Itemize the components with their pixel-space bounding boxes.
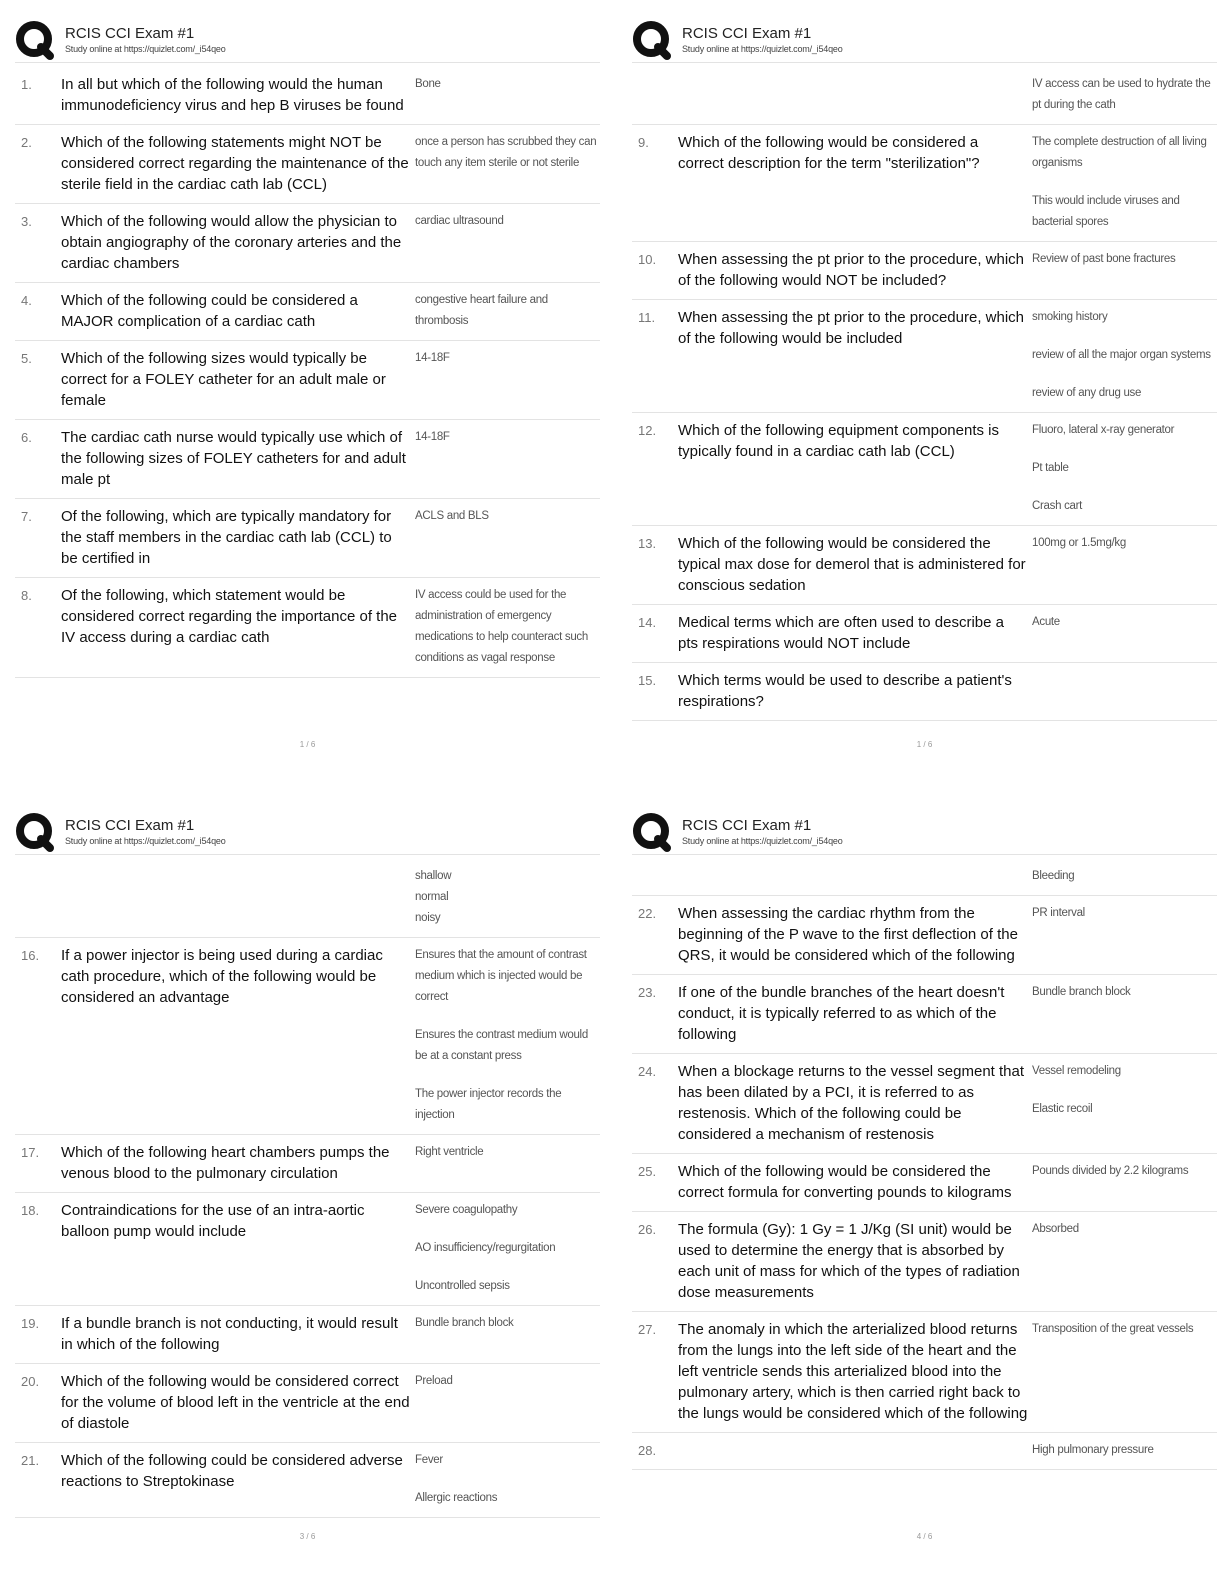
answer-text: Pounds divided by 2.2 kilograms: [1032, 1165, 1189, 1177]
answer-text: Crash cart: [1032, 500, 1083, 512]
flashcard-row: [15, 125, 600, 204]
flashcard-row: [15, 499, 600, 578]
card-number: 20.: [21, 1374, 40, 1389]
answer-text: Uncontrolled sepsis: [415, 1280, 510, 1292]
page-number: 3 / 6: [299, 1532, 316, 1541]
doc-title: RCIS CCI Exam #1: [682, 25, 812, 42]
header-text: [65, 25, 226, 55]
header-text: [65, 817, 226, 847]
question-text: When assessing the pt prior to the procedure, which of the following would NOT be included?: [678, 251, 1025, 289]
question-text: If a bundle branch is not conducting, it would result in which of the following: [61, 1315, 398, 1353]
answer-column: [415, 585, 600, 669]
quizlet-logo-icon: [632, 20, 672, 60]
study-link[interactable]: Study online at https://quizlet.com/_i54qeo: [65, 44, 226, 54]
page-header: [15, 810, 600, 855]
question-text: [678, 74, 1032, 116]
flashcard-row: [632, 1433, 1217, 1470]
question-text: Of the following, which are typically mandatory for the staff members in the cardiac cath lab (CCL) to be certified in: [61, 508, 392, 567]
answer-text: review of all the major organ systems: [1032, 349, 1211, 361]
answer-column: [415, 1200, 600, 1297]
card-number: 11.: [638, 310, 656, 325]
question-text: Medical terms which are often used to describe a pts respirations would NOT include: [678, 614, 1004, 652]
answer-column: [415, 506, 600, 569]
answer-column: [1032, 866, 1217, 887]
question-text: Which of the following equipment components is typically found in a cardiac cath lab (CCL): [678, 422, 1000, 460]
card-number: 10.: [638, 252, 657, 267]
page-number: 4 / 6: [916, 1532, 933, 1541]
answer-text: 14-18F: [415, 431, 450, 443]
doc-title: RCIS CCI Exam #1: [65, 25, 195, 42]
answer-text: Ensures the contrast medium would be at a constant press: [415, 1029, 588, 1062]
question-text: [61, 866, 415, 929]
answer-text: Bone: [415, 78, 441, 90]
doc-title: RCIS CCI Exam #1: [65, 817, 195, 834]
card-number: 2.: [21, 135, 32, 150]
quizlet-logo-icon: [15, 812, 55, 852]
card-number: 23.: [638, 985, 657, 1000]
card-number: [632, 74, 678, 116]
answer-text: noisy: [415, 912, 441, 924]
page-header: [632, 18, 1217, 63]
flashcard-row: [15, 938, 600, 1135]
flashcard-row: [15, 578, 600, 678]
answer-column: [1032, 1161, 1217, 1203]
flashcard-row: [15, 283, 600, 341]
answer-column: [1032, 249, 1217, 291]
answer-column: [1032, 533, 1217, 596]
answer-text: normal: [415, 891, 449, 903]
answer-column: [1032, 982, 1217, 1045]
flashcard-row: [632, 605, 1217, 663]
answer-column: [415, 866, 600, 929]
answer-column: [415, 945, 600, 1126]
question-text: Which of the following would be considered the typical max dose for demerol that is administered for conscious sedation: [678, 535, 1026, 594]
card-number: 22.: [638, 906, 657, 921]
answer-text: IV access can be used to hydrate the pt during the cath: [1032, 78, 1211, 111]
answer-text: Allergic reactions: [415, 1492, 498, 1504]
answer-text: congestive heart failure and thrombosis: [415, 294, 548, 327]
study-link[interactable]: Study online at https://quizlet.com/_i54qeo: [682, 836, 843, 846]
flashcard-row: [632, 125, 1217, 242]
answer-text: Right ventricle: [415, 1146, 484, 1158]
answer-text: 100mg or 1.5mg/kg: [1032, 537, 1126, 549]
page-number: 1 / 6: [916, 740, 933, 749]
flashcard-row: [632, 242, 1217, 300]
flashcard-row: [632, 896, 1217, 975]
answer-text: once a person has scrubbed they can touch any item sterile or not sterile: [415, 136, 597, 169]
question-text: The cardiac cath nurse would typically use which of the following sizes of FOLEY catheters for and adult male pt: [61, 429, 406, 488]
answer-text: smoking history: [1032, 311, 1108, 323]
answer-text: Bundle branch block: [415, 1317, 514, 1329]
card-number: 19.: [21, 1316, 40, 1331]
flashcard-row: [15, 1306, 600, 1364]
answer-text: Pt table: [1032, 462, 1069, 474]
answer-text: Transposition of the great vessels: [1032, 1323, 1194, 1335]
answer-text: Fluoro, lateral x-ray generator: [1032, 424, 1175, 436]
answer-column: [1032, 307, 1217, 404]
flashcard-row: [632, 413, 1217, 526]
flashcard-row: [632, 526, 1217, 605]
question-text: When assessing the pt prior to the procedure, which of the following would be included: [678, 309, 1025, 347]
flashcard-row: [632, 300, 1217, 413]
card-number: 27.: [638, 1322, 657, 1337]
answer-column: [1032, 612, 1217, 654]
question-text: Which of the following sizes would typically be correct for a FOLEY catheter for an adult male or female: [61, 350, 386, 409]
flashcard-row: [632, 1312, 1217, 1433]
question-text: The anomaly in which the arterialized blood returns from the lungs into the left side of the heart and the left ventricle sends this arterialized blood into the pulmonary artery, which is then carried right back to the lungs would be considered which of the following: [678, 1321, 1028, 1422]
flashcard-row: [15, 204, 600, 283]
answer-column: [1032, 1061, 1217, 1145]
card-number: 28.: [638, 1443, 657, 1458]
answer-text: Severe coagulopathy: [415, 1204, 518, 1216]
answer-column: [1032, 74, 1217, 116]
doc-title: RCIS CCI Exam #1: [682, 817, 812, 834]
answer-column: [415, 74, 600, 116]
question-text: Which of the following statements might NOT be considered correct regarding the maintenance of the sterile field in the cardiac cath lab (CCL): [61, 134, 409, 193]
document-page: [15, 810, 600, 1541]
question-text: When a blockage returns to the vessel segment that has been dilated by a PCI, it is referred to as restenosis. Which of the following could be considered a mechanism of restenosis: [678, 1063, 1025, 1143]
answer-column: [1032, 1440, 1217, 1461]
question-text: Which of the following would be considered the correct formula for converting pounds to kilograms: [678, 1163, 1012, 1201]
quizlet-logo-icon: [632, 812, 672, 852]
card-number: 17.: [21, 1145, 40, 1160]
answer-column: [1032, 420, 1217, 517]
document-page: [15, 18, 600, 749]
flashcard-row: [632, 1212, 1217, 1312]
answer-text: The power injector records the injection: [415, 1088, 562, 1121]
flashcard-row: [15, 1193, 600, 1306]
flashcard-row: [632, 1154, 1217, 1212]
answer-text: Review of past bone fractures: [1032, 253, 1176, 265]
answer-text: AO insufficiency/regurgitation: [415, 1242, 556, 1254]
answer-column: [1032, 903, 1217, 966]
answer-text: Preload: [415, 1375, 453, 1387]
card-number: 26.: [638, 1222, 657, 1237]
question-text: In all but which of the following would the human immunodeficiency virus and hep B viruses be found: [61, 76, 404, 114]
question-text: [678, 1440, 1032, 1461]
question-text: Which of the following heart chambers pumps the venous blood to the pulmonary circulation: [61, 1144, 390, 1182]
answer-column: [415, 1142, 600, 1184]
answer-text: Elastic recoil: [1032, 1103, 1093, 1115]
answer-text: 14-18F: [415, 352, 450, 364]
answer-column: [415, 290, 600, 332]
page-header: [632, 810, 1217, 855]
answer-text: High pulmonary pressure: [1032, 1444, 1154, 1456]
answer-text: IV access could be used for the administration of emergency medications to help counteract such conditions as vagal response: [415, 589, 588, 664]
question-text: Which of the following would be considered a correct description for the term "sterilization"?: [678, 134, 980, 172]
flashcard-row: [15, 1135, 600, 1193]
flashcard-row: [15, 67, 600, 125]
flashcard-row: [632, 859, 1217, 896]
page-header: [15, 18, 600, 63]
quizlet-logo-icon: [15, 20, 55, 60]
answer-text: Fever: [415, 1454, 443, 1466]
card-number: 3.: [21, 214, 32, 229]
flashcard-row: [15, 341, 600, 420]
answer-text: Acute: [1032, 616, 1060, 628]
question-text: Which terms would be used to describe a patient's respirations?: [678, 672, 1012, 710]
card-number: 1.: [21, 77, 32, 92]
card-number: 9.: [638, 135, 649, 150]
flashcard-row: [15, 859, 600, 938]
card-number: 15.: [638, 673, 657, 688]
answer-column: [415, 1450, 600, 1509]
flashcard-row: [15, 420, 600, 499]
flashcard-row: [15, 1443, 600, 1518]
header-text: [682, 25, 843, 55]
study-link[interactable]: Study online at https://quizlet.com/_i54qeo: [65, 836, 226, 846]
flashcard-row: [15, 1364, 600, 1443]
answer-column: [1032, 1219, 1217, 1303]
answer-text: Vessel remodeling: [1032, 1065, 1121, 1077]
card-number: 6.: [21, 430, 32, 445]
card-number: 24.: [638, 1064, 657, 1079]
flashcard-row: [632, 975, 1217, 1054]
study-link[interactable]: Study online at https://quizlet.com/_i54qeo: [682, 44, 843, 54]
question-text: Which of the following would allow the physician to obtain angiography of the coronary arteries and the cardiac chambers: [61, 213, 402, 272]
card-number: [632, 866, 678, 887]
answer-text: Ensures that the amount of contrast medium which is injected would be correct: [415, 949, 587, 1003]
answer-text: Bleeding: [1032, 870, 1075, 882]
question-text: Which of the following could be considered adverse reactions to Streptokinase: [61, 1452, 403, 1490]
answer-column: [1032, 670, 1217, 712]
flashcard-row: [632, 1054, 1217, 1154]
question-text: Which of the following could be considered a MAJOR complication of a cardiac cath: [61, 292, 358, 330]
answer-column: [415, 211, 600, 274]
card-number: 13.: [638, 536, 657, 551]
flashcard-row: [632, 67, 1217, 125]
answer-column: [415, 427, 600, 490]
answer-text: Absorbed: [1032, 1223, 1079, 1235]
answer-text: This would include viruses and bacterial spores: [1032, 195, 1180, 228]
header-text: [682, 817, 843, 847]
card-number: 16.: [21, 948, 40, 963]
card-number: [15, 866, 61, 929]
page-number: 1 / 6: [299, 740, 316, 749]
card-number: 5.: [21, 351, 32, 366]
question-text: The formula (Gy): 1 Gy = 1 J/Kg (SI unit) would be used to determine the energy that is absorbed by each unit of mass for which of the types of radiation dose measurements: [678, 1221, 1020, 1301]
answer-text: cardiac ultrasound: [415, 215, 504, 227]
answer-column: [1032, 132, 1217, 233]
question-text: If a power injector is being used during a cardiac cath procedure, which of the following would be considered an advantage: [61, 947, 383, 1006]
card-number: 21.: [21, 1453, 40, 1468]
question-text: Of the following, which statement would be considered correct regarding the importance of the IV access during a cardiac cath: [61, 587, 398, 646]
answer-text: ACLS and BLS: [415, 510, 489, 522]
answer-column: [1032, 1319, 1217, 1424]
question-text: Which of the following would be considered correct for the volume of blood left in the ventricle at the end of diastole: [61, 1373, 410, 1432]
answer-column: [415, 132, 600, 195]
question-text: [678, 866, 1032, 887]
card-number: 18.: [21, 1203, 40, 1218]
card-number: 8.: [21, 588, 32, 603]
answer-column: [415, 1313, 600, 1355]
card-number: 25.: [638, 1164, 657, 1179]
answer-column: [415, 348, 600, 411]
card-number: 7.: [21, 509, 32, 524]
document-page: [632, 18, 1217, 749]
question-text: When assessing the cardiac rhythm from the beginning of the P wave to the first deflection of the QRS, it would be considered which of the following: [678, 905, 1018, 964]
card-number: 4.: [21, 293, 32, 308]
document-page: [632, 810, 1217, 1541]
card-number: 14.: [638, 615, 657, 630]
question-text: If one of the bundle branches of the heart doesn't conduct, it is typically referred to as which of the following: [678, 984, 1005, 1043]
question-text: Contraindications for the use of an intra-aortic balloon pump would include: [61, 1202, 365, 1240]
answer-text: PR interval: [1032, 907, 1085, 919]
answer-text: Bundle branch block: [1032, 986, 1131, 998]
answer-text: shallow: [415, 870, 452, 882]
card-number: 12.: [638, 423, 657, 438]
flashcard-row: [632, 663, 1217, 721]
answer-text: review of any drug use: [1032, 387, 1142, 399]
answer-column: [415, 1371, 600, 1434]
answer-text: The complete destruction of all living organisms: [1032, 136, 1207, 169]
